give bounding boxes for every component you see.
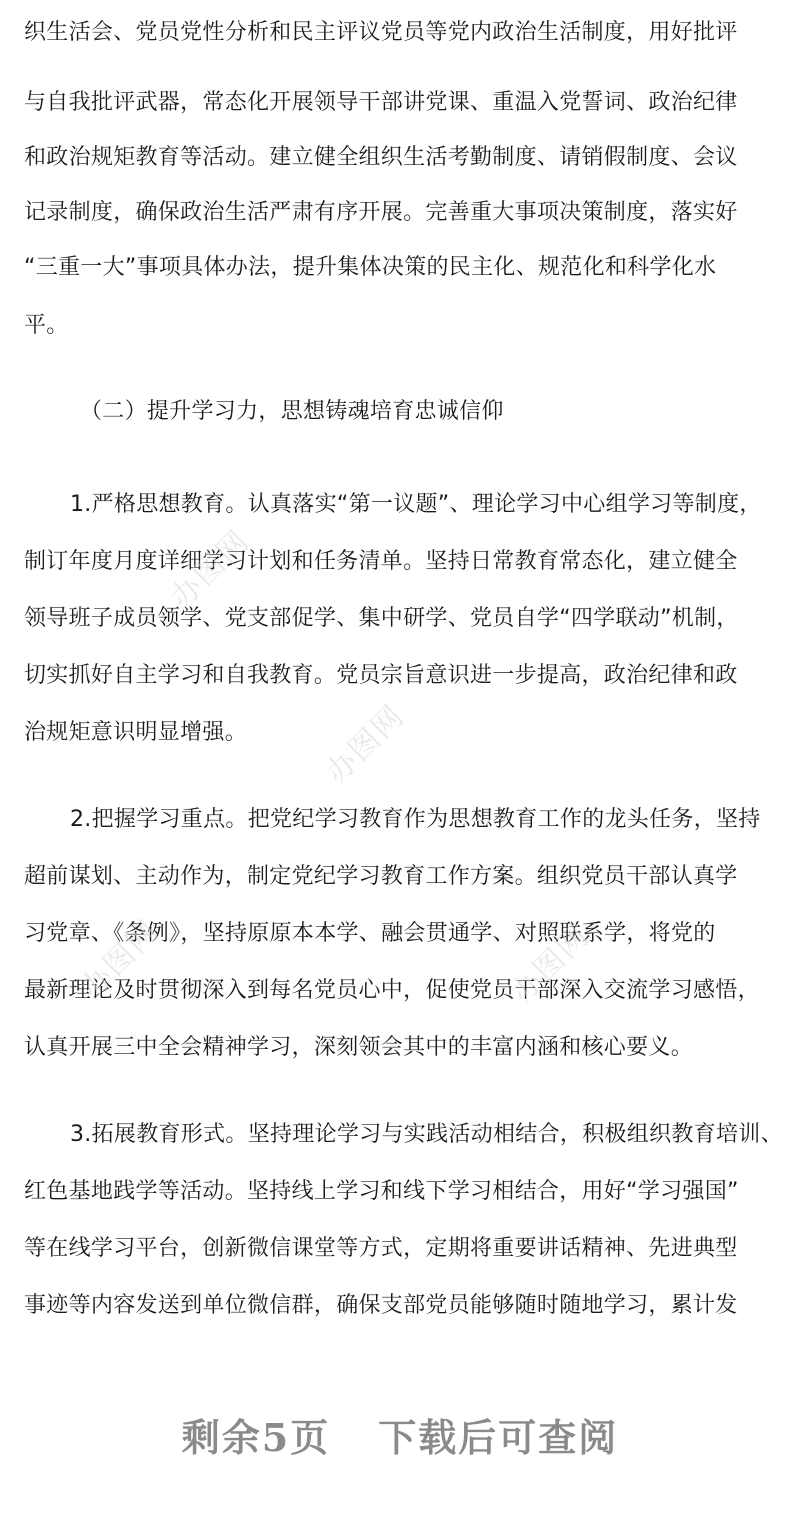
body-line: 等在线学习平台，创新微信课堂等方式，定期将重要讲话精神、先进典型 xyxy=(24,1236,738,1261)
remaining-pages-label: 剩余5页 xyxy=(181,1415,331,1460)
body-line: 习党章、《条例》，坚持原原本本学、融会贯通学、对照联系学，将党的 xyxy=(24,921,716,946)
body-line: 和政治规矩教育等活动。建立健全组织生活考勤制度、请销假制度、会议 xyxy=(24,145,738,170)
body-line: 3.拓展教育形式。坚持理论学习与实践活动相结合，积极组织教育培训、 xyxy=(70,1122,783,1147)
watermark-text: 办图网 xyxy=(74,913,167,1006)
download-to-view-label: 下载后可查阅 xyxy=(378,1415,619,1460)
body-line: 事迹等内容发送到单位微信群，确保支部党员能够随时随地学习，累计发 xyxy=(24,1293,738,1318)
section-heading: （二）提升学习力，思想铸魂培育忠诚信仰 xyxy=(80,399,504,424)
body-line: 1.严格思想教育。认真落实“第一议题”、理论学习中心组学习等制度， xyxy=(70,492,762,517)
watermark-text: 办图网 xyxy=(504,918,597,1011)
body-line: 最新理论及时贯彻深入到每名党员心中，促使党员干部深入交流学习感悟， xyxy=(24,978,760,1003)
watermark-text: 办图网 xyxy=(319,698,412,791)
body-line: 2.把握学习重点。把党纪学习教育作为思想教育工作的龙头任务，坚持 xyxy=(70,807,761,832)
body-line: 领导班子成员领学、党支部促学、集中研学、党员自学“四学联动”机制， xyxy=(24,606,739,631)
body-line: 超前谋划、主动作为，制定党纪学习教育工作方案。组织党员干部认真学 xyxy=(24,864,738,889)
watermark-text: 办图网 xyxy=(164,523,257,616)
body-line: “三重一大”事项具体办法，提升集体决策的民主化、规范化和科学化水 xyxy=(24,255,717,280)
body-line: 认真开展三中全会精神学习，深刻领会其中的丰富内涵和核心要义。 xyxy=(24,1035,694,1060)
body-line: 制订年度月度详细学习计划和任务清单。坚持日常教育常态化，建立健全 xyxy=(24,549,738,574)
body-line: 切实抓好自主学习和自我教育。党员宗旨意识进一步提高，政治纪律和政 xyxy=(24,663,738,688)
body-line: 与自我批评武器，常态化开展领导干部讲党课、重温入党誓词、政治纪律 xyxy=(24,90,738,115)
body-line: 红色基地践学等活动。坚持线上学习和线下学习相结合，用好“学习强国” xyxy=(24,1179,739,1204)
body-line: 织生活会、党员党性分析和民主评议党员等党内政治生活制度，用好批评 xyxy=(24,20,738,45)
body-line: 记录制度，确保政治生活严肃有序开展。完善重大事项决策制度，落实好 xyxy=(24,200,738,225)
download-banner[interactable] xyxy=(0,1408,800,1468)
body-line: 治规矩意识明显增强。 xyxy=(24,720,248,745)
body-line: 平。 xyxy=(24,313,69,338)
